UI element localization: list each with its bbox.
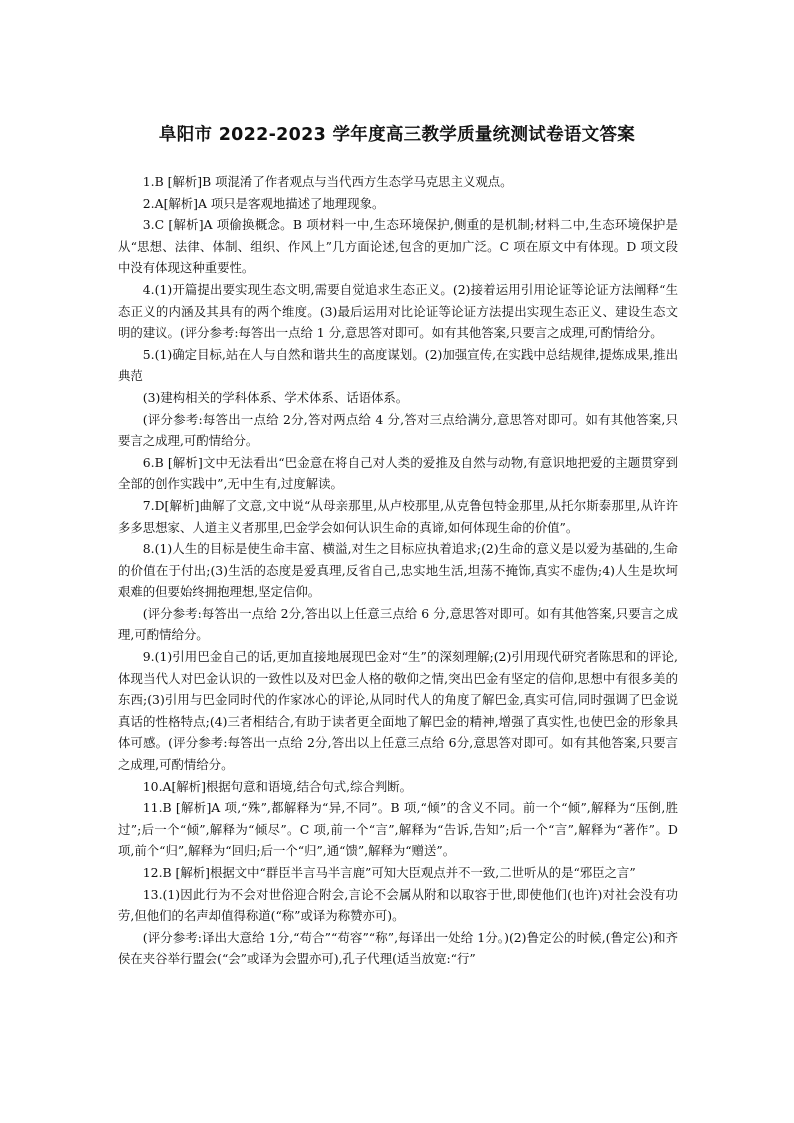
paragraph: 12.B [解析]根据文中“群臣半言马半言鹿”可知大臣观点并不一致,二世听从的是“邪臣之言” [142,865,636,880]
paragraph: (评分参考:译出大意给 1分,“苟合”“苟容”“称”,每译出一处给 1分。)(2)鲁定公的时候,(鲁定公)和齐侯在夹谷举行盟会(“会”或译为会盟亦可),孔子代理(适当放宽:“行” [118,929,678,967]
paragraph: 6.B [解析]文中无法看出“巴金意在将自己对人类的爱推及自然与动物,有意识地把爱的主题贯穿到全部的创作实践中”,无中生有,过度解读。 [118,454,678,492]
paragraph: 9.(1)引用巴金自己的话,更加直接地展现巴金对“生”的深刻理解;(2)引用现代研究者陈思和的评论,体现当代人对巴金认识的一致性以及对巴金人格的敬仰之情,突出巴金有坚定的信仰,思想中有很多美的东西;(3)引用与巴金同时代的作家冰心的评论,从同时代人的角度了解巴金,真实可信,同时强调了巴金说真话的性格特点;(4)三者相结合,有助于读者更全面地了解巴金的精神,增强了真实性,也使巴金的形象具体可感。(评分参考:每答出一点给 2分,答出以上任意三点给 6分,意思答对即可。如有其他答案,只要言之成理,可酌情给分。 [118,649,678,773]
paragraph: 11.B [解析]A 项,“殊”,都解释为“异,不同”。B 项,“倾”的含义不同。前一个“倾”,解释为“压倒,胜过”;后一个“倾”,解释为“倾尽”。C 项,前一个“言”,解释为“告诉,告知”;后一个“言”,解释为“著作”。D 项,前个“归”,解释为“回归;后一个“归”,通“馈”,解释为“赠送”。 [118,800,678,859]
paragraph: 7.D[解析]曲解了文意,文中说“从母亲那里,从卢校那里,从克鲁包特金那里,从托尔斯泰那里,从许许多多思想家、人道主义者那里,巴金学会如何认识生命的真谛,如何体现生命的价值”。 [118,497,678,535]
paragraph: 1.B [解析]B 项混淆了作者观点与当代西方生态学马克思主义观点。 [142,174,513,189]
paragraph: 13.(1)因此行为不会对世俗迎合附会,言论不会属从附和以取容于世,即使他们(也许)对社会没有功劳,但他们的名声却值得称道(“称”或译为称赞亦可)。 [118,886,678,924]
paragraph: 5.(1)确定目标,站在人与自然和谐共生的高度谋划。(2)加强宣传,在实践中总结规律,提炼成果,推出典范 [118,346,678,384]
paragraph: (评分参考:每答出一点给 2分,答出以上任意三点给 6 分,意思答对即可。如有其他答案,只要言之成理,可酌情给分。 [118,605,678,643]
paragraph: 2.A[解析]A 项只是客观地描述了地理现象。 [142,195,385,211]
paragraph: 3.C [解析]A 项偷换概念。B 项材料一中,生态环境保护,侧重的是机制;材料二中,生态环境保护是从“思想、法律、体制、组织、作风上”几方面论述,包含的更加广泛。C 项在原文中有体现。D 项文段中没有体现这种重要性。 [118,217,678,276]
answer-body [118,171,678,970]
paragraph: 4.(1)开篇提出要实现生态文明,需要自觉追求生态正义。(2)接着运用引用论证等论证方法阐释“生态正义的内涵及其具有的两个维度。(3)最后运用对比论证等论证方法提出实现生态正义、建设生态文明的建议。(评分参考:每答出一点给 1 分,意思答对即可。如有其他答案,只要言之成理,可酌情给分。 [118,281,678,341]
paragraph: 8.(1)人生的目标是使生命丰富、横溢,对生之目标应执着追求;(2)生命的意义是以爱为基础的,生命的价值在于付出;(3)生活的态度是爱真理,反省自己,忠实地生活,坦荡不掩饰,真实不虚伪;4)人生是坎坷艰难的但要始终拥抱理想,坚定信仰。 [118,541,678,600]
paragraph: (3)建构相关的学科体系、学术体系、话语体系。 [142,389,409,405]
paragraph: (评分参考:每答出一点给 2分,答对两点给 4 分,答对三点给满分,意思答对即可。如有其他答案,只要言之成理,可酌情给分。 [118,411,678,449]
document-title: 阜阳市 2022-2023 学年度高三教学质量统测试卷语文答案 [158,125,636,145]
paragraph: 10.A[解析]根据句意和语境,结合句式,综合判断。 [142,778,413,794]
